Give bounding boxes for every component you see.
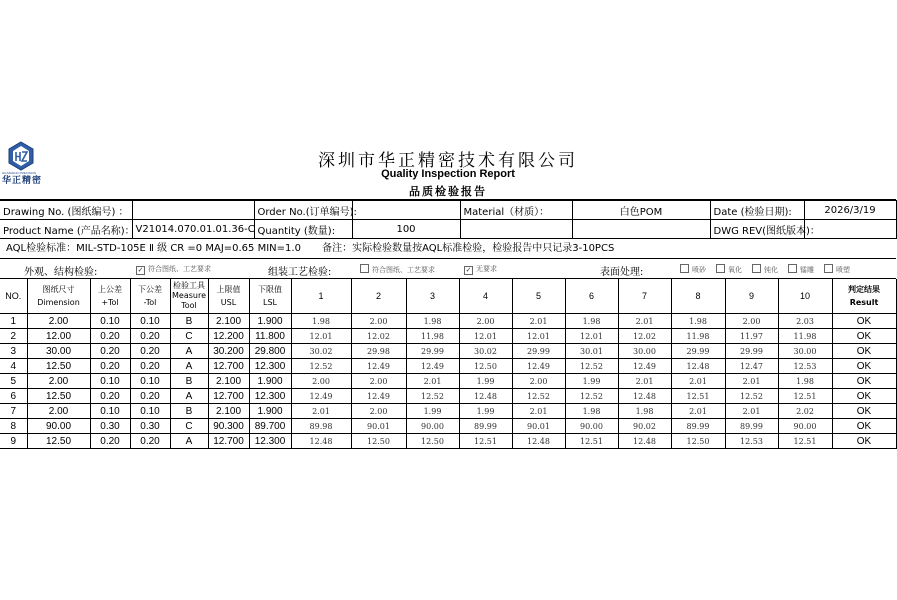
cell-sample-3: 12.52 bbox=[406, 389, 459, 404]
cell-sample-1: 2.01 bbox=[291, 404, 351, 419]
cell-sample-9: 12.53 bbox=[725, 434, 778, 449]
cell-no: 9 bbox=[0, 434, 27, 449]
cell-sample-5: 12.48 bbox=[512, 434, 565, 449]
cell-result: OK bbox=[832, 419, 896, 434]
cell-dimension: 2.00 bbox=[27, 374, 90, 389]
report-title-en: Quality Inspection Report bbox=[381, 168, 515, 180]
cell-sample-9: 2.01 bbox=[725, 374, 778, 389]
cell-dimension: 12.50 bbox=[27, 359, 90, 374]
cell-sample-10: 30.00 bbox=[778, 344, 832, 359]
cell-sample-6: 1.98 bbox=[565, 404, 618, 419]
cell-sample-5: 90.01 bbox=[512, 419, 565, 434]
cell-usl: 2.100 bbox=[208, 404, 249, 419]
cell-sample-2: 12.49 bbox=[351, 389, 406, 404]
cell-sample-7: 1.98 bbox=[618, 404, 671, 419]
col-label-en: +Tol bbox=[101, 298, 119, 307]
cell-sample-8: 12.48 bbox=[671, 359, 725, 374]
cell-sample-9: 2.01 bbox=[725, 404, 778, 419]
cell-sample-2: 29.98 bbox=[351, 344, 406, 359]
cell-sample-1: 2.00 bbox=[291, 374, 351, 389]
cell-sample-5: 2.01 bbox=[512, 314, 565, 329]
cell-measure-tool: A bbox=[170, 389, 208, 404]
option-label: 符合图纸、工艺要求 bbox=[372, 266, 435, 274]
col-sample-4: 4 bbox=[459, 279, 512, 314]
cell-dimension: 12.50 bbox=[27, 389, 90, 404]
cell-result: OK bbox=[832, 359, 896, 374]
cell-sample-6: 1.99 bbox=[565, 374, 618, 389]
header-info-table bbox=[0, 200, 897, 239]
col-label-cn: 判定结果 bbox=[848, 285, 880, 294]
appearance-option[interactable] bbox=[136, 264, 211, 275]
col-usl bbox=[208, 279, 249, 314]
cell-sample-5: 29.99 bbox=[512, 344, 565, 359]
cell-sample-8: 11.98 bbox=[671, 329, 725, 344]
cell-usl: 12.200 bbox=[208, 329, 249, 344]
cell-sample-8: 1.98 bbox=[671, 314, 725, 329]
col-lsl bbox=[249, 279, 291, 314]
col-measure-tool bbox=[170, 279, 208, 314]
cell-result: OK bbox=[832, 389, 896, 404]
cell-measure-tool: C bbox=[170, 329, 208, 344]
col-minus-tol bbox=[130, 279, 170, 314]
option-label: 喷塑 bbox=[836, 266, 850, 274]
cell-measure-tool: B bbox=[170, 374, 208, 389]
cell-sample-4: 1.99 bbox=[459, 374, 512, 389]
assembly-option-1[interactable] bbox=[360, 264, 435, 275]
company-name: 深圳市华正精密技术有限公司 bbox=[318, 151, 578, 171]
col-label-cn: 上限值 bbox=[216, 285, 241, 294]
col-label-cn: 上公差 bbox=[98, 285, 122, 294]
cell-lsl: 1.900 bbox=[249, 374, 291, 389]
material-value: 白色POM bbox=[572, 201, 710, 220]
cell-sample-7: 2.01 bbox=[618, 374, 671, 389]
cell-sample-5: 2.01 bbox=[512, 404, 565, 419]
cell-sample-6: 12.52 bbox=[565, 389, 618, 404]
empty-cell bbox=[572, 220, 710, 239]
cell-sample-9: 89.99 bbox=[725, 419, 778, 434]
cell-sample-9: 29.99 bbox=[725, 344, 778, 359]
surface-option[interactable] bbox=[788, 264, 814, 275]
cell-sample-1: 30.02 bbox=[291, 344, 351, 359]
cell-sample-1: 1.98 bbox=[291, 314, 351, 329]
cell-measure-tool: B bbox=[170, 314, 208, 329]
order-no-label: Order No.(订单编号): bbox=[254, 201, 352, 220]
drawing-no-value bbox=[132, 201, 254, 220]
cell-sample-3: 90.00 bbox=[406, 419, 459, 434]
cell-sample-8: 2.01 bbox=[671, 374, 725, 389]
cell-usl: 90.300 bbox=[208, 419, 249, 434]
empty-cell bbox=[460, 220, 572, 239]
checkbox-icon[interactable] bbox=[788, 264, 797, 273]
order-no-value bbox=[352, 201, 460, 220]
surface-option[interactable] bbox=[752, 264, 778, 275]
quantity-value: 100 bbox=[352, 220, 460, 239]
cell-plus-tol: 0.20 bbox=[90, 329, 130, 344]
col-result bbox=[832, 279, 896, 314]
cell-sample-9: 11.97 bbox=[725, 329, 778, 344]
cell-sample-1: 12.01 bbox=[291, 329, 351, 344]
cell-sample-8: 12.51 bbox=[671, 389, 725, 404]
cell-measure-tool: A bbox=[170, 359, 208, 374]
table-row bbox=[0, 359, 896, 374]
cell-no: 3 bbox=[0, 344, 27, 359]
col-sample-9: 9 bbox=[725, 279, 778, 314]
cell-minus-tol: 0.20 bbox=[130, 344, 170, 359]
report-title-cn: 品质检验报告 bbox=[409, 185, 487, 198]
col-label-en: Dimension bbox=[37, 298, 80, 307]
material-label: Material（材质）： bbox=[460, 201, 572, 220]
cell-sample-2: 2.00 bbox=[351, 404, 406, 419]
cell-sample-10: 11.98 bbox=[778, 329, 832, 344]
cell-lsl: 1.900 bbox=[249, 314, 291, 329]
cell-sample-2: 2.00 bbox=[351, 374, 406, 389]
cell-dimension: 90.00 bbox=[27, 419, 90, 434]
cell-no: 2 bbox=[0, 329, 27, 344]
cell-sample-3: 12.50 bbox=[406, 434, 459, 449]
col-sample-1: 1 bbox=[291, 279, 351, 314]
table-row bbox=[0, 314, 896, 329]
cell-dimension: 12.50 bbox=[27, 434, 90, 449]
appearance-label: 外观、结构检验: bbox=[24, 267, 98, 278]
col-dimension bbox=[27, 279, 90, 314]
cell-sample-9: 12.47 bbox=[725, 359, 778, 374]
cell-sample-3: 2.01 bbox=[406, 374, 459, 389]
table-row bbox=[0, 434, 896, 449]
cell-minus-tol: 0.10 bbox=[130, 374, 170, 389]
cell-plus-tol: 0.30 bbox=[90, 419, 130, 434]
cell-sample-6: 12.01 bbox=[565, 329, 618, 344]
cell-sample-1: 12.48 bbox=[291, 434, 351, 449]
column-header-row bbox=[0, 279, 896, 314]
cell-measure-tool: A bbox=[170, 434, 208, 449]
cell-sample-4: 12.51 bbox=[459, 434, 512, 449]
cell-lsl: 1.900 bbox=[249, 404, 291, 419]
col-sample-6: 6 bbox=[565, 279, 618, 314]
assembly-option-2[interactable] bbox=[464, 264, 497, 275]
col-label-en: LSL bbox=[263, 298, 277, 307]
cell-lsl: 12.300 bbox=[249, 389, 291, 404]
logo-en-text: HUAZHENG PRECISION bbox=[2, 171, 37, 175]
cell-sample-4: 30.02 bbox=[459, 344, 512, 359]
cell-sample-3: 29.99 bbox=[406, 344, 459, 359]
col-label-cn: 下公差 bbox=[138, 285, 162, 294]
cell-sample-3: 11.98 bbox=[406, 329, 459, 344]
cell-sample-1: 89.98 bbox=[291, 419, 351, 434]
cell-usl: 12.700 bbox=[208, 434, 249, 449]
cell-sample-9: 12.52 bbox=[725, 389, 778, 404]
cell-sample-10: 2.02 bbox=[778, 404, 832, 419]
table-row bbox=[0, 329, 896, 344]
table-row bbox=[0, 344, 896, 359]
cell-lsl: 11.800 bbox=[249, 329, 291, 344]
surface-option[interactable] bbox=[824, 264, 850, 275]
col-sample-7: 7 bbox=[618, 279, 671, 314]
cell-usl: 30.200 bbox=[208, 344, 249, 359]
cell-sample-5: 12.01 bbox=[512, 329, 565, 344]
cell-sample-2: 90.01 bbox=[351, 419, 406, 434]
col-plus-tol bbox=[90, 279, 130, 314]
checkbox-icon[interactable] bbox=[824, 264, 833, 273]
cell-sample-7: 90.02 bbox=[618, 419, 671, 434]
cell-result: OK bbox=[832, 329, 896, 344]
cell-sample-6: 1.98 bbox=[565, 314, 618, 329]
cell-minus-tol: 0.20 bbox=[130, 434, 170, 449]
checked-box-icon[interactable]: ✓ bbox=[137, 266, 144, 274]
cell-no: 7 bbox=[0, 404, 27, 419]
cell-plus-tol: 0.10 bbox=[90, 314, 130, 329]
cell-plus-tol: 0.20 bbox=[90, 344, 130, 359]
cell-sample-10: 1.98 bbox=[778, 374, 832, 389]
cell-usl: 2.100 bbox=[208, 374, 249, 389]
header-row bbox=[0, 201, 896, 220]
aql-note: 备注：实际检验数量按AQL标准检验，检验报告中只记录3-10PCS bbox=[322, 243, 615, 254]
assembly-label: 组装工艺检验: bbox=[268, 267, 332, 278]
cell-sample-1: 12.52 bbox=[291, 359, 351, 374]
cell-sample-4: 1.99 bbox=[459, 404, 512, 419]
cell-no: 8 bbox=[0, 419, 27, 434]
logo-cn-text: 华正精密 bbox=[2, 175, 43, 185]
cell-usl: 12.700 bbox=[208, 359, 249, 374]
cell-sample-8: 29.99 bbox=[671, 344, 725, 359]
cell-sample-7: 12.02 bbox=[618, 329, 671, 344]
cell-sample-10: 12.51 bbox=[778, 434, 832, 449]
cell-lsl: 12.300 bbox=[249, 359, 291, 374]
cell-sample-9: 2.00 bbox=[725, 314, 778, 329]
cell-plus-tol: 0.20 bbox=[90, 389, 130, 404]
aql-standard-row bbox=[0, 239, 896, 259]
cell-sample-7: 12.48 bbox=[618, 434, 671, 449]
cell-plus-tol: 0.20 bbox=[90, 359, 130, 374]
col-label-en: -Tol bbox=[143, 298, 157, 307]
cell-measure-tool: C bbox=[170, 419, 208, 434]
cell-plus-tol: 0.10 bbox=[90, 374, 130, 389]
cell-sample-10: 12.51 bbox=[778, 389, 832, 404]
product-name-value: V21014.070.01.01.36-C bbox=[132, 220, 254, 239]
cell-sample-6: 30.01 bbox=[565, 344, 618, 359]
col-sample-5: 5 bbox=[512, 279, 565, 314]
col-label-en: Result bbox=[849, 298, 879, 307]
cell-result: OK bbox=[832, 404, 896, 419]
cell-usl: 12.700 bbox=[208, 389, 249, 404]
table-body bbox=[0, 314, 896, 449]
cell-sample-8: 2.01 bbox=[671, 404, 725, 419]
cell-sample-2: 12.02 bbox=[351, 329, 406, 344]
col-label-cn: 图纸尺寸 bbox=[42, 285, 75, 294]
option-label: 喷砂 bbox=[692, 266, 706, 274]
cell-sample-5: 12.52 bbox=[512, 389, 565, 404]
cell-minus-tol: 0.20 bbox=[130, 389, 170, 404]
option-label: 镭雕 bbox=[800, 266, 814, 274]
cell-sample-7: 12.49 bbox=[618, 359, 671, 374]
aql-standard: AQL检验标准：MIL-STD-105E Ⅱ 级 CR =0 MAJ=0.65 MIN=1.0 bbox=[6, 243, 301, 254]
cell-minus-tol: 0.10 bbox=[130, 314, 170, 329]
drawing-no-label: Drawing No. (图纸编号) ： bbox=[0, 201, 132, 220]
cell-sample-2: 12.50 bbox=[351, 434, 406, 449]
cell-no: 1 bbox=[0, 314, 27, 329]
cell-sample-1: 12.49 bbox=[291, 389, 351, 404]
cell-plus-tol: 0.10 bbox=[90, 404, 130, 419]
cell-dimension: 30.00 bbox=[27, 344, 90, 359]
inspection-data-table bbox=[0, 279, 897, 449]
cell-sample-10: 2.03 bbox=[778, 314, 832, 329]
cell-sample-3: 12.49 bbox=[406, 359, 459, 374]
col-sample-8: 8 bbox=[671, 279, 725, 314]
header-row bbox=[0, 220, 896, 239]
col-label-en: Tool bbox=[181, 301, 197, 310]
inspection-check-row bbox=[0, 259, 896, 279]
col-label-en: USL bbox=[220, 298, 237, 307]
cell-result: OK bbox=[832, 344, 896, 359]
cell-result: OK bbox=[832, 434, 896, 449]
checked-box-icon[interactable]: ✓ bbox=[465, 266, 472, 274]
checkbox-icon[interactable] bbox=[360, 264, 369, 273]
table-row bbox=[0, 374, 896, 389]
cell-lsl: 29.800 bbox=[249, 344, 291, 359]
cell-usl: 2.100 bbox=[208, 314, 249, 329]
cell-sample-6: 90.00 bbox=[565, 419, 618, 434]
cell-no: 5 bbox=[0, 374, 27, 389]
date-label: Date (检验日期): bbox=[710, 201, 804, 220]
cell-no: 4 bbox=[0, 359, 27, 374]
option-label: 符合图纸、工艺要求 bbox=[148, 265, 211, 273]
cell-sample-4: 2.00 bbox=[459, 314, 512, 329]
cell-sample-5: 12.49 bbox=[512, 359, 565, 374]
col-sample-10: 10 bbox=[778, 279, 832, 314]
cell-sample-4: 12.50 bbox=[459, 359, 512, 374]
col-sample-3: 3 bbox=[406, 279, 459, 314]
option-label: 氧化 bbox=[728, 266, 742, 274]
col-label-cn: 下限值 bbox=[258, 285, 282, 294]
table-row bbox=[0, 419, 896, 434]
cell-minus-tol: 0.20 bbox=[130, 329, 170, 344]
cell-sample-8: 89.99 bbox=[671, 419, 725, 434]
cell-measure-tool: B bbox=[170, 404, 208, 419]
col-no: NO. bbox=[0, 279, 27, 314]
cell-dimension: 12.00 bbox=[27, 329, 90, 344]
cell-sample-2: 12.49 bbox=[351, 359, 406, 374]
cell-sample-7: 12.48 bbox=[618, 389, 671, 404]
report-form bbox=[0, 199, 896, 449]
product-name-label: Product Name (产品名称)： bbox=[0, 220, 132, 239]
dwg-rev-label: DWG REV(图纸版本)： bbox=[710, 220, 804, 239]
cell-dimension: 2.00 bbox=[27, 404, 90, 419]
cell-sample-3: 1.98 bbox=[406, 314, 459, 329]
quantity-label: Quantity (数量): bbox=[254, 220, 352, 239]
option-label: 无要求 bbox=[476, 265, 497, 273]
cell-sample-6: 12.51 bbox=[565, 434, 618, 449]
cell-no: 6 bbox=[0, 389, 27, 404]
cell-sample-10: 90.00 bbox=[778, 419, 832, 434]
cell-result: OK bbox=[832, 314, 896, 329]
col-label-en: Measure bbox=[172, 291, 206, 300]
cell-lsl: 89.700 bbox=[249, 419, 291, 434]
col-label-cn: 检验工具 bbox=[173, 281, 205, 290]
cell-sample-8: 12.50 bbox=[671, 434, 725, 449]
cell-sample-5: 2.00 bbox=[512, 374, 565, 389]
cell-measure-tool: A bbox=[170, 344, 208, 359]
table-row bbox=[0, 404, 896, 419]
cell-sample-4: 89.99 bbox=[459, 419, 512, 434]
cell-sample-7: 30.00 bbox=[618, 344, 671, 359]
cell-result: OK bbox=[832, 374, 896, 389]
cell-minus-tol: 0.30 bbox=[130, 419, 170, 434]
date-value: 2026/3/19 bbox=[804, 201, 896, 220]
surface-option[interactable] bbox=[680, 264, 706, 275]
cell-sample-2: 2.00 bbox=[351, 314, 406, 329]
cell-sample-6: 12.52 bbox=[565, 359, 618, 374]
cell-sample-10: 12.53 bbox=[778, 359, 832, 374]
cell-sample-7: 2.01 bbox=[618, 314, 671, 329]
cell-minus-tol: 0.10 bbox=[130, 404, 170, 419]
cell-plus-tol: 0.20 bbox=[90, 434, 130, 449]
cell-lsl: 12.300 bbox=[249, 434, 291, 449]
surface-option[interactable] bbox=[716, 264, 742, 275]
cell-dimension: 2.00 bbox=[27, 314, 90, 329]
col-sample-2: 2 bbox=[351, 279, 406, 314]
checkbox-icon[interactable] bbox=[680, 264, 689, 273]
cell-sample-4: 12.48 bbox=[459, 389, 512, 404]
checkbox-icon[interactable] bbox=[752, 264, 761, 273]
checkbox-icon[interactable] bbox=[716, 264, 725, 273]
option-label: 钝化 bbox=[764, 266, 778, 274]
cell-sample-3: 1.99 bbox=[406, 404, 459, 419]
cell-sample-4: 12.01 bbox=[459, 329, 512, 344]
table-row bbox=[0, 389, 896, 404]
cell-minus-tol: 0.20 bbox=[130, 359, 170, 374]
surface-label: 表面处理: bbox=[600, 267, 644, 278]
